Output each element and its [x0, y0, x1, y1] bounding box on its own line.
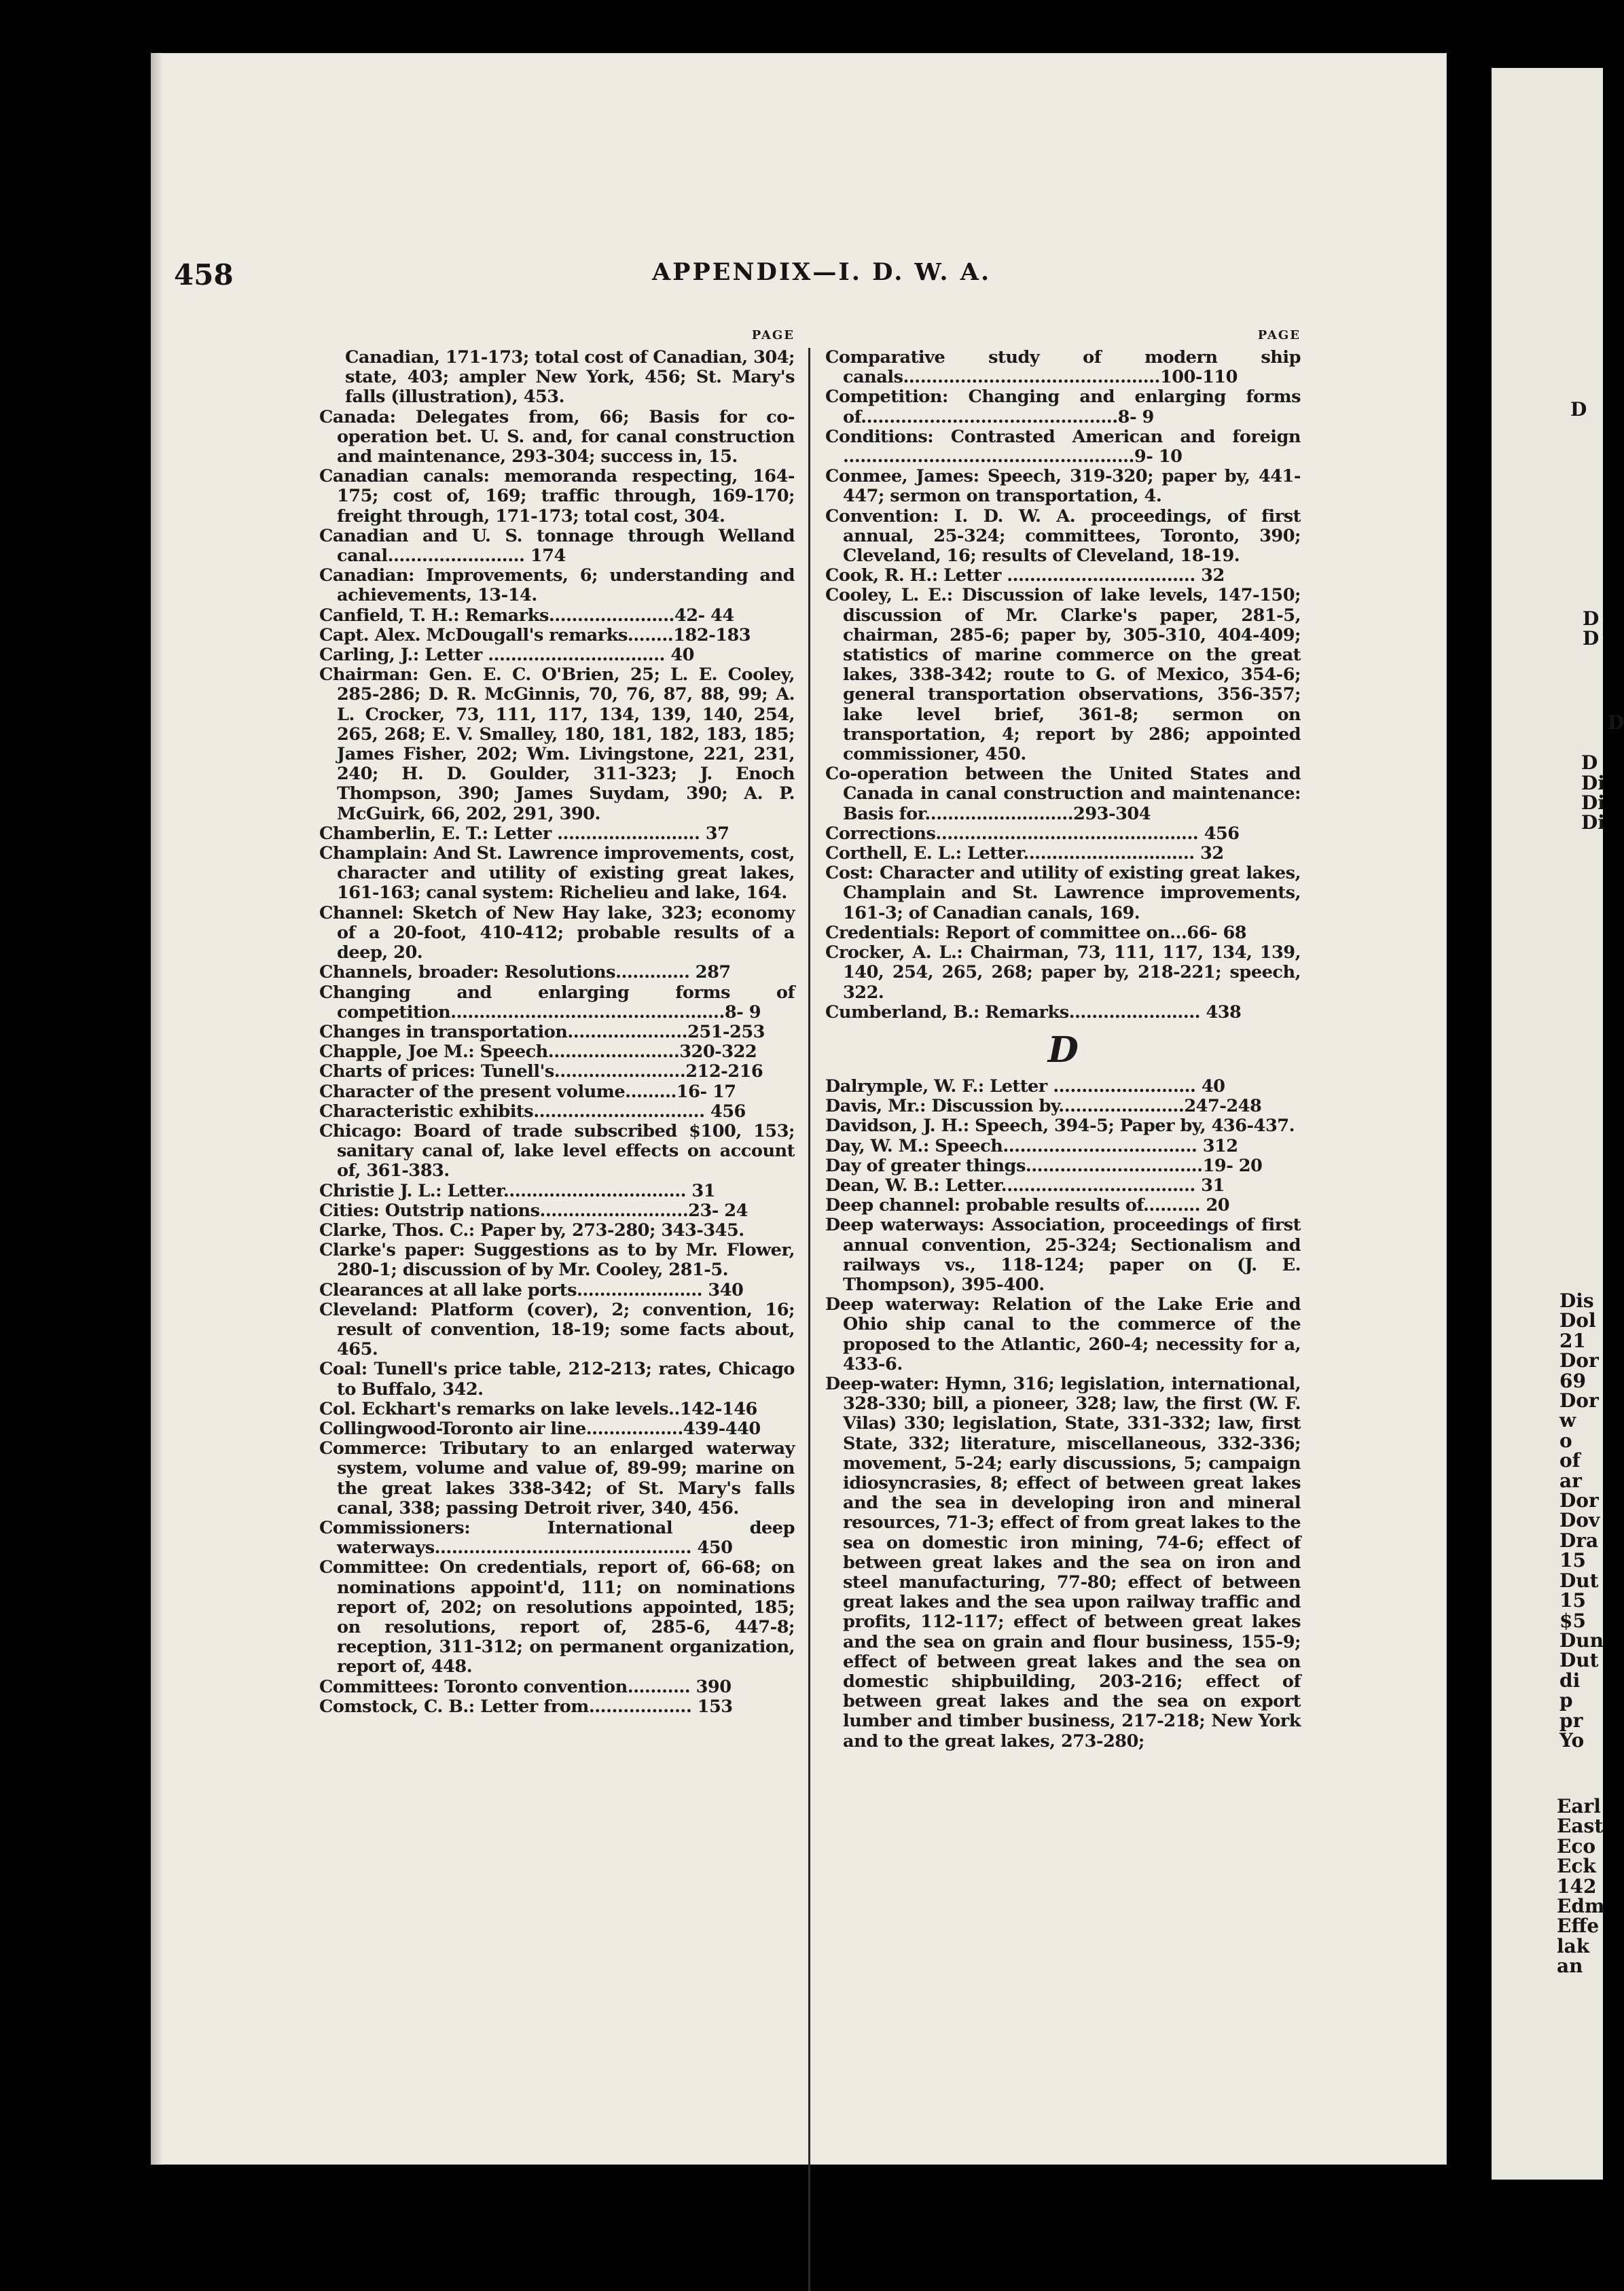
- index-entry: Committee: On credentials, report of, 66-68; on nominations appoint'd, 111; on nominations report of, 202; on resolutions appointed, 185; on resolutions, report of, 285-6, 447-8; reception, 311-312; on permanent organization, report of, 448.: [319, 1557, 795, 1677]
- facing-page-edge: [1492, 68, 1624, 2180]
- index-entry: Cooley, L. E.: Discussion of lake levels, 147-150; discussion of Mr. Clarke's paper, 281-5, chairman, 285-6; paper by, 305-310, 404-409; statistics of marine commerce on the great lakes, 338-342; route to G. of Mexico, 354-6; general transportation observations, 356-357; lake level brief, 361-8; sermon on transportation, 4; report by 286; appointed commissioner, 450.: [825, 585, 1301, 765]
- index-entry: Collingwood-Toronto air line.................439-440: [319, 1418, 761, 1439]
- index-entry: Canada: Delegates from, 66; Basis for co-operation bet. U. S. and, for canal construction and maintenance, 293-304; success in, 15.: [319, 406, 795, 467]
- index-entry: Day, W. M.: Speech.................................. 312: [825, 1135, 1238, 1156]
- facing-page-fragment-line: Dor: [1559, 1489, 1599, 1512]
- index-entry: Christie J. L.: Letter................................ 31: [319, 1180, 716, 1201]
- facing-page-fragment-line: Edm: [1557, 1895, 1605, 1918]
- index-entry: Capt. Alex. McDougall's remarks........182-183: [319, 624, 751, 645]
- index-entry: Crocker, A. L.: Chairman, 73, 111, 117, 134, 139, 140, 254, 265, 268; paper by, 218-221; speech, 322.: [825, 942, 1301, 1003]
- facing-page-fragment-line: 15: [1559, 1549, 1586, 1572]
- index-entry: Cost: Character and utility of existing great lakes, Champlain and St. Lawrence improvements, 161-3; of Canadian canals, 169.: [825, 863, 1301, 923]
- index-entry: Canadian, 171-173; total cost of Canadian, 304; state, 403; ampler New York, 456; St. Mary's falls (illustration), 453.: [345, 347, 795, 408]
- index-entry-list: [319, 348, 795, 1717]
- left-column: [319, 327, 795, 1717]
- index-entry: Cleveland: Platform (cover), 2; convention, 16; result of convention, 18-19; some facts about, 465.: [319, 1299, 795, 1360]
- index-entry: Dalrymple, W. F.: Letter ......................... 40: [825, 1076, 1225, 1097]
- index-entry: Commissioners: International deep waterways............................................. 450: [319, 1517, 795, 1559]
- facing-page-fragment-line: Dut: [1559, 1649, 1599, 1672]
- index-entry: Commerce: Tributary to an enlarged waterway system, volume and value of, 89-99; marine on the great lakes 338-342; of St. Mary's falls canal, 338; passing Detroit river, 340, 456.: [319, 1438, 795, 1519]
- facing-page-fragment-line: Dor: [1559, 1389, 1599, 1413]
- index-entry: Cook, R. H.: Letter ................................. 32: [825, 565, 1225, 586]
- index-entry: Canadian: Improvements, 6; understanding and achievements, 13-14.: [319, 565, 795, 606]
- facing-page-fragment-line: o: [1559, 1429, 1572, 1452]
- index-entry: Deep channel: probable results of.......... 20: [825, 1195, 1230, 1216]
- facing-page-fragment: D D Di Di Di: [1581, 711, 1624, 834]
- index-entry: Changing and enlarging forms of competition................................................8- 9: [319, 982, 795, 1023]
- index-entry: Conmee, James: Speech, 319-320; paper by, 441-447; sermon on transportation, 4.: [825, 466, 1301, 507]
- page-number: 458: [174, 258, 234, 291]
- facing-page-fragment: [1559, 1291, 1604, 1750]
- index-entry: Comparative study of modern ship canals.............................................100-110: [825, 347, 1301, 388]
- index-entry: Credentials: Report of committee on...66- 68: [825, 922, 1247, 943]
- running-head: APPENDIX—I. D. W. A.: [652, 258, 992, 286]
- facing-page-fragment-line: 15: [1559, 1589, 1586, 1612]
- index-entry: Cumberland, B.: Remarks....................... 438: [825, 1001, 1242, 1023]
- facing-page-fragment-line: Effe: [1557, 1915, 1600, 1938]
- index-entry: Deep-water: Hymn, 316; legislation, international, 328-330; bill, a pioneer, 328; law, the first (W. F. Vilas) 330; legislation, State, 331-332; law, first State, 332; literature, miscellaneous, 332-336; movement, 5-24; early discussions, 5; campaign idiosyncrasies, 8; effect of between great lakes and the sea in developing iron and mineral resources, 71-3; effect of from great lakes to the sea on domestic iron mining, 74-6; effect of between great lakes and the sea on iron and steel manufacturing, 77-80; effect of between great lakes and the sea upon railway traffic and profits, 112-117; effect of between great lakes and the sea on grain and flour business, 155-9; effect of between great lakes and the sea on domestic shipbuilding, 203-216; effect of between great lakes and the sea on export lumber and timber business, 217-218; New York and to the great lakes, 273-280;: [825, 1373, 1301, 1752]
- column-header: PAGE: [1257, 328, 1301, 342]
- section-letter: D: [1047, 1029, 1079, 1071]
- column-header: PAGE: [751, 328, 795, 342]
- facing-page-fragment-line: Eco: [1557, 1834, 1596, 1858]
- facing-page-fragment: [1557, 1796, 1605, 1976]
- index-entry: Canadian and U. S. tonnage through Welland canal........................ 174: [319, 525, 795, 567]
- index-entry: Committees: Toronto convention........... 390: [319, 1676, 732, 1697]
- facing-page-fragment-line: ar: [1559, 1469, 1582, 1492]
- facing-page-fragment-line: 142: [1557, 1875, 1597, 1898]
- facing-page-fragment-line: Dun: [1559, 1629, 1604, 1652]
- index-entry: Corthell, E. L.: Letter.............................. 32: [825, 843, 1224, 864]
- index-entry: Competition: Changing and enlarging forms of.............................................8- 9: [825, 387, 1301, 427]
- index-entry: Davidson, J. H.: Speech, 394-5; Paper by, 436-437.: [825, 1116, 1295, 1137]
- facing-page-fragment-line: Dol: [1559, 1309, 1596, 1332]
- index-entry: Deep waterways: Association, proceedings of first annual convention, 25-324; Sectionalism and railways vs., 118-124; paper on (J. E. Thompson), 395-400.: [825, 1215, 1301, 1295]
- index-entry: Changes in transportation.....................251-253: [319, 1021, 765, 1042]
- facing-page-fragment-line: di: [1559, 1669, 1581, 1692]
- facing-page-fragment-line: East: [1557, 1815, 1604, 1838]
- index-entry: Character of the present volume.........16- 17: [319, 1081, 736, 1102]
- facing-page-fragment-line: Earl: [1557, 1795, 1601, 1817]
- index-entry: Convention: I. D. W. A. proceedings, of first annual, 25-324; committees, Toronto, 390; Cleveland, 16; results of Cleveland, 18-19.: [825, 505, 1301, 567]
- index-entry: Clarke, Thos. C.: Paper by, 273-280; 343-345.: [319, 1220, 744, 1241]
- index-entry: Conditions: Contrasted American and foreign ...................................................9- 10: [825, 426, 1301, 467]
- index-entry: Corrections.............................................. 456: [825, 823, 1240, 844]
- index-entry-list: [825, 1077, 1301, 1752]
- facing-page-fragment-line: w: [1559, 1409, 1576, 1432]
- index-entry: Co-operation between the United States and Canada in canal construction and maintenance: Basis for..........................293-304: [825, 764, 1301, 824]
- facing-page-fragment-line: an: [1557, 1955, 1583, 1978]
- index-entry: Clearances at all lake ports...................... 340: [319, 1279, 744, 1300]
- facing-page-fragment-line: lak: [1557, 1934, 1590, 1957]
- facing-page-fragment-line: Dra: [1559, 1529, 1599, 1552]
- facing-page-fragment-line: 21: [1559, 1329, 1586, 1352]
- index-entry: Chamberlin, E. T.: Letter ......................... 37: [319, 823, 729, 844]
- index-entry: Channel: Sketch of New Hay lake, 323; economy of a 20-foot, 410-412; probable results of a deep, 20.: [319, 902, 795, 963]
- facing-page-fragment-line: Yo: [1559, 1728, 1585, 1752]
- index-entry: Coal: Tunell's price table, 212-213; rates, Chicago to Buffalo, 342.: [319, 1359, 795, 1400]
- index-entry: Canadian canals: memoranda respecting, 164-175; cost of, 169; traffic through, 169-170; freight through, 171-173; total cost, 304.: [319, 466, 795, 527]
- index-entry: Chicago: Board of trade subscribed $100, 153; sanitary canal of, lake level effects on account of, 361-383.: [319, 1120, 795, 1182]
- index-entry: Clarke's paper: Suggestions as to by Mr. Flower, 280-1; discussion of by Mr. Cooley, 281-5.: [319, 1240, 795, 1281]
- index-entry: Champlain: And St. Lawrence improvements, cost, character and utility of existing great lakes, 161-163; canal system: Richelieu and lake, 164.: [319, 843, 795, 904]
- right-column: [825, 327, 1301, 1752]
- facing-page-fragment-line: 69: [1559, 1369, 1586, 1392]
- facing-page-fragment-line: Dov: [1559, 1509, 1600, 1532]
- index-entry: Channels, broader: Resolutions............. 287: [319, 962, 731, 983]
- index-entry: Cities: Outstrip nations..........................23- 24: [319, 1200, 748, 1221]
- index-entry: Day of greater things...............................19- 20: [825, 1155, 1263, 1176]
- facing-page-fragment: D D: [1583, 607, 1600, 650]
- index-entry: Chapple, Joe M.: Speech.......................320-322: [319, 1042, 757, 1063]
- facing-page-fragment-line: Dor: [1559, 1349, 1599, 1372]
- index-entry: Dean, W. B.: Letter.................................. 31: [825, 1175, 1225, 1196]
- facing-page-fragment-line: $5: [1559, 1609, 1586, 1632]
- index-entry: Carling, J.: Letter ............................... 40: [319, 645, 694, 666]
- index-entry: Deep waterway: Relation of the Lake Erie and Ohio ship canal to the commerce of the proposed to the Atlantic, 260-4; necessity for a, 433-6.: [825, 1294, 1301, 1374]
- index-entry: Comstock, C. B.: Letter from.................. 153: [319, 1696, 733, 1717]
- facing-page-fragment-line: of: [1559, 1449, 1581, 1472]
- facing-page-fragment-line: Dut: [1559, 1569, 1599, 1592]
- index-entry: Canfield, T. H.: Remarks......................42- 44: [319, 605, 734, 626]
- index-entry-list: [825, 348, 1301, 1023]
- index-entry: Characteristic exhibits.............................. 456: [319, 1101, 746, 1122]
- facing-page-fragment-line: Dis: [1559, 1290, 1594, 1312]
- facing-page-fragment: D: [1570, 398, 1587, 421]
- index-entry: Charts of prices: Tunell's.......................212-216: [319, 1061, 763, 1082]
- column-divider: [808, 348, 810, 2291]
- facing-page-fragment-line: p: [1559, 1689, 1573, 1712]
- index-entry: Chairman: Gen. E. C. O'Brien, 25; L. E. Cooley, 285-286; D. R. McGinnis, 70, 76, 87, 88, 99; A. L. Crocker, 73, 111, 117, 134, 139, 140, 254, 265, 268; E. V. Smalley, 180, 181, 182, 183, 185; James Fisher, 202; Wm. Livingstone, 221, 231, 240; H. D. Goulder, 311-323; J. Enoch Thompson, 390; James Suydam, 390; A. P. McGuirk, 66, 202, 291, 390.: [319, 664, 795, 824]
- facing-page-fragment-line: pr: [1559, 1709, 1583, 1732]
- index-entry: Davis, Mr.: Discussion by......................247-248: [825, 1096, 1262, 1117]
- index-entry: Col. Eckhart's remarks on lake levels..142-146: [319, 1398, 757, 1419]
- facing-page-fragment-line: Eck: [1557, 1855, 1596, 1878]
